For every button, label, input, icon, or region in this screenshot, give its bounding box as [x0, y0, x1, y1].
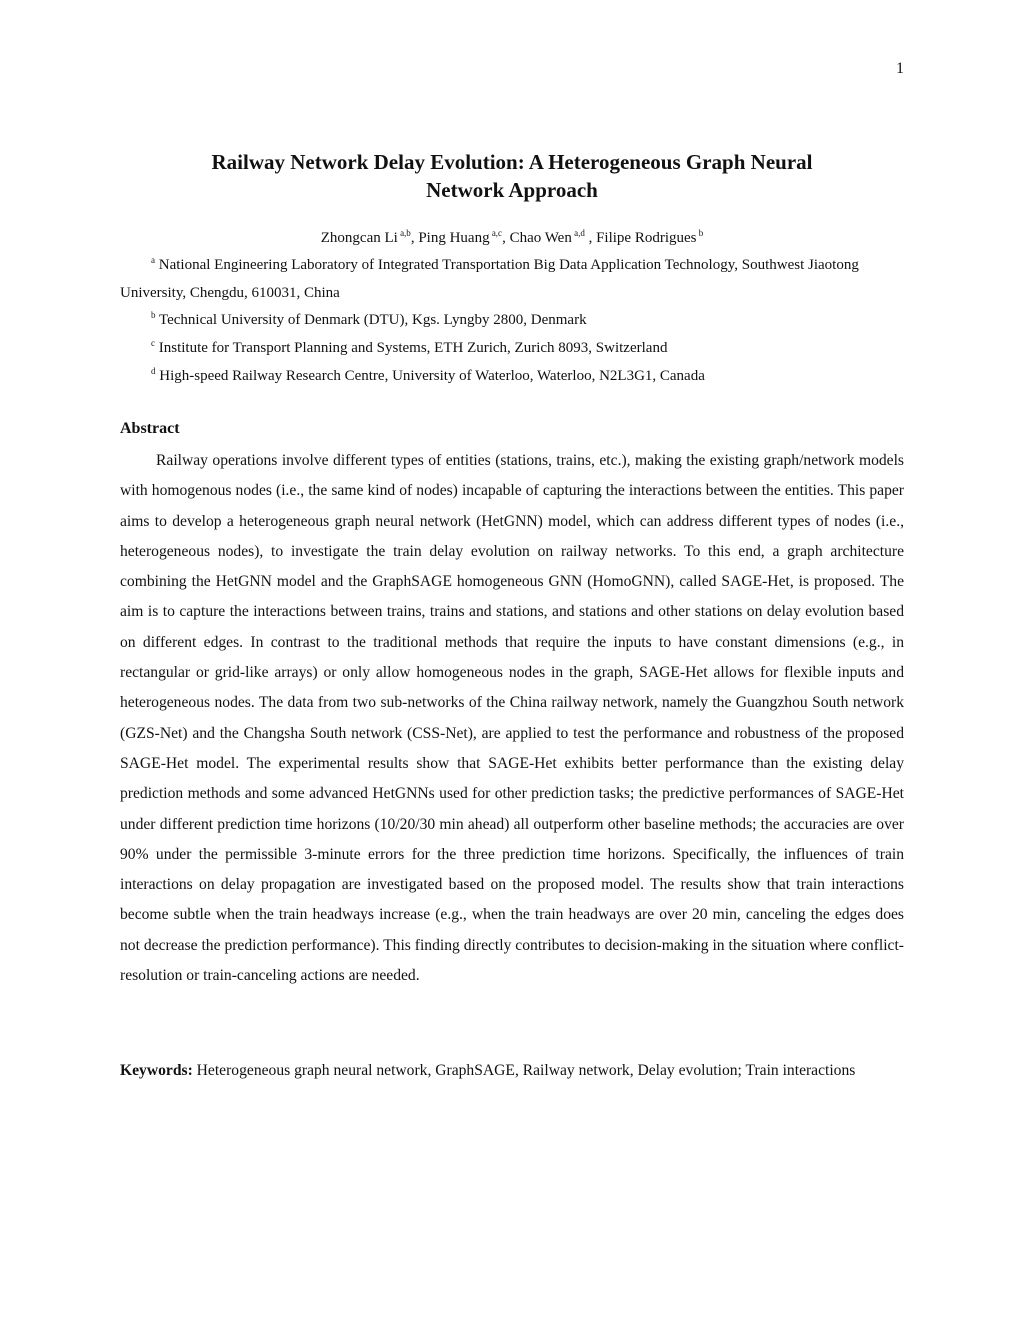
author-affiliation-mark: a,c	[491, 228, 503, 238]
keywords-label: Keywords:	[120, 1062, 193, 1079]
affiliation-a	[120, 251, 904, 307]
author-list	[120, 228, 904, 248]
title-line-2: Network Approach	[426, 178, 598, 202]
affiliation-mark: b	[151, 310, 156, 320]
affiliation-text: High-speed Railway Research Centre, University of Waterloo, Waterloo, N2L3G1, Canada	[159, 368, 705, 384]
keywords	[120, 1056, 904, 1086]
author: Filipe Rodrigues $^b$	[596, 228, 704, 246]
affiliation-d	[120, 362, 904, 390]
title-line-1: Railway Network Delay Evolution: A Heterogeneous Graph Neural	[211, 150, 813, 174]
affiliation-text: National Engineering Laboratory of Integrated Transportation Big Data Application Technology, Southwest Jiaotong University, Chengdu, 610031, China	[120, 257, 859, 301]
affiliation-mark: c	[151, 338, 155, 348]
abstract-heading: Abstract	[120, 420, 180, 437]
affiliation-mark: d	[151, 366, 156, 376]
author: Chao Wen $^{a,d}$ ,	[509, 228, 597, 246]
affiliation-mark: a	[151, 255, 155, 265]
page-number: 1	[896, 60, 904, 77]
affiliation-text: Technical University of Denmark (DTU), Kgs. Lyngby 2800, Denmark	[158, 312, 587, 328]
author-affiliation-mark: a,d	[574, 228, 585, 238]
affiliation-b	[120, 306, 904, 334]
author: Zhongcan Li $^{a,b}$,	[320, 228, 419, 246]
author: Ping Huang $^{a,c}$,	[418, 228, 510, 246]
affiliation-c	[120, 334, 904, 362]
paper-title	[120, 148, 904, 204]
author-affiliation-mark: a,b	[400, 228, 411, 238]
keywords-text: Heterogeneous graph neural network, GraphSAGE, Railway network, Delay evolution; Train interactions	[196, 1062, 856, 1079]
affiliation-text: Institute for Transport Planning and Systems, ETH Zurich, Zurich 8093, Switzerland	[158, 340, 668, 356]
abstract-body: Railway operations involve different types of entities (stations, trains, etc.), making the existing graph/network models with homogenous nodes (i.e., the same kind of nodes) incapable of capturing the interactions between the entities. This paper aims to develop a heterogeneous graph neural network (HetGNN) model, which can address different types of nodes (i.e., heterogeneous nodes), to investigate the train delay evolution on railway networks. To this end, a graph architecture combining the HetGNN model and the GraphSAGE homogeneous GNN (HomoGNN), called SAGE-Het, is proposed. The aim is to capture the interactions between trains, trains and stations, and stations and other stations on delay evolution based on different edges. In contrast to the traditional methods that require the inputs to have constant dimensions (e.g., in rectangular or grid-like arrays) or only allow homogeneous nodes in the graph, SAGE-Het allows for flexible inputs and heterogeneous nodes. The data from two sub-networks of the China railway network, namely the Guangzhou South network (GZS-Net) and the Changsha South network (CSS-Net), are applied to test the performance and robustness of the proposed SAGE-Het model. The experimental results show that SAGE-Het exhibits better performance than the existing delay prediction methods and some advanced HetGNNs used for other prediction tasks; the predictive performances of SAGE-Het under different prediction time horizons (10/20/30 min ahead) all outperform other baseline methods; the accuracies are over 90% under the permissible 3-minute errors for the three prediction time horizons. Specifically, the influences of train interactions on delay propagation are investigated based on the proposed model. The results show that train interactions become subtle when the train headways increase (e.g., when the train headways are over 20 min, canceling the edges does not decrease the prediction performance). This finding directly contributes to decision-making in the situation where conflict-resolution or train-canceling actions are needed.	[120, 452, 904, 985]
author-affiliation-mark: b	[698, 228, 704, 238]
